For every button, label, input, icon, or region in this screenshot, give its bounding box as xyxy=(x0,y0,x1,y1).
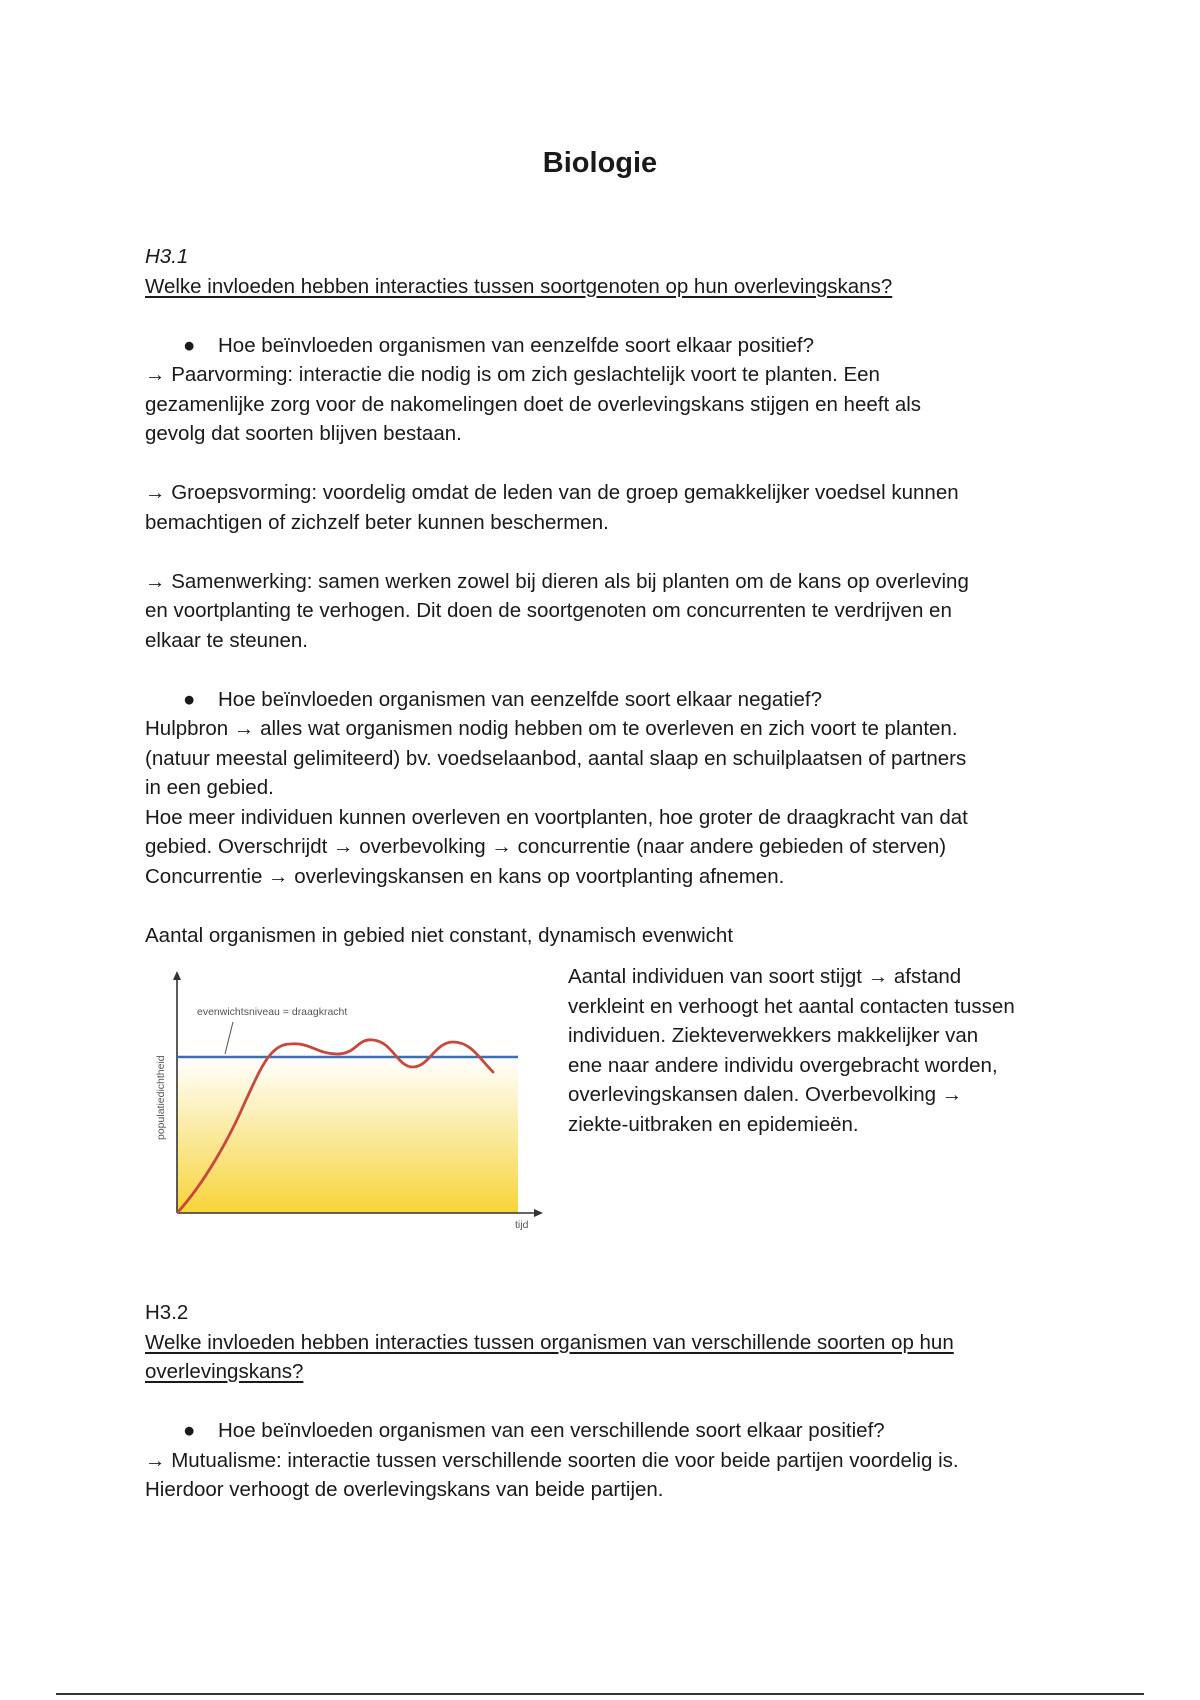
section-question: overlevingskans? xyxy=(145,1360,304,1383)
paragraph-line: en voortplanting te verhogen. Dit doen de soortgenoten om concurrenten te verdrijven en xyxy=(145,599,952,622)
paragraph-line: ziekte-uitbraken en epidemieën. xyxy=(568,1112,859,1136)
figure-row xyxy=(145,962,1065,1242)
paragraph-line: ene naar andere individu overgebracht worden, xyxy=(568,1053,998,1077)
bullet-dot-icon: ● xyxy=(183,687,196,711)
bullet-text: Hoe beïnvloeden organismen van eenzelfde soort elkaar negatief? xyxy=(218,687,823,711)
y-axis-arrow-icon xyxy=(173,971,181,980)
paragraph-line: (natuur meestal gelimiteerd) bv. voedselaanbod, aantal slaap en schuilplaatsen of partners xyxy=(145,746,967,770)
bullet-dot-icon: ● xyxy=(183,1419,196,1442)
bullet-text: Hoe beïnvloeden organismen van eenzelfde soort elkaar positief? xyxy=(218,333,815,357)
population-graph xyxy=(145,962,563,1242)
paragraph-line: Aantal organismen in gebied niet constant, dynamisch evenwicht xyxy=(145,923,734,947)
section-question: Welke invloeden hebben interacties tussen soortgenoten op hun overlevingskans? xyxy=(145,274,893,298)
paragraph-line: Hoe meer individuen kunnen overleven en voortplanten, hoe groter de draagkracht van dat xyxy=(145,805,968,829)
annotation-pointer xyxy=(225,1022,233,1054)
bullet-item xyxy=(145,331,1065,361)
bullet-item xyxy=(145,685,1065,715)
x-axis-arrow-icon xyxy=(534,1209,543,1217)
paragraph-line: → Groepsvorming: voordelig omdat de leden van de groep gemakkelijker voedsel kunnen xyxy=(145,481,959,504)
bullet-item xyxy=(145,1416,1065,1446)
document-body xyxy=(145,242,1065,1505)
section-question: Welke invloeden hebben interacties tussen organismen van verschillende soorten op hun xyxy=(145,1330,954,1354)
page-title: Biologie xyxy=(542,147,658,179)
y-axis-label: populatiedichtheid xyxy=(155,1055,167,1140)
section-code: H3.1 xyxy=(145,245,189,268)
paragraph-line: in een gebied. xyxy=(145,776,274,799)
population-graph-svg xyxy=(145,962,563,1242)
paragraph-line: bemachtigen of zichzelf beter kunnen beschermen. xyxy=(145,510,609,534)
section-code: H3.2 xyxy=(145,1301,189,1324)
paragraph-line: → Samenwerking: samen werken zowel bij dieren als bij planten om de kans op overleving xyxy=(145,569,969,593)
annotation-label: evenwichtsniveau = draagkracht xyxy=(197,1006,348,1018)
x-axis-label: tijd xyxy=(515,1219,529,1231)
paragraph-line: Concurrentie → overlevingskansen en kans op voortplanting afnemen. xyxy=(145,864,785,888)
paragraph-line: Hulpbron → alles wat organismen nodig hebben om te overleven en zich voort te planten. xyxy=(145,717,958,740)
paragraph-line: gevolg dat soorten blijven bestaan. xyxy=(145,422,462,445)
bullet-text: Hoe beïnvloeden organismen van een verschillende soort elkaar positief? xyxy=(218,1419,885,1442)
paragraph-line: gezamenlijke zorg voor de nakomelingen doet de overlevingskans stijgen en heeft als xyxy=(145,392,922,416)
paragraph-line: overlevingskansen dalen. Overbevolking → xyxy=(568,1083,963,1106)
paragraph-line: Hierdoor verhoogt de overlevingskans van beide partijen. xyxy=(145,1478,664,1501)
paragraph-line: → Mutualisme: interactie tussen verschillende soorten die voor beide partijen voordelig is. xyxy=(145,1448,959,1472)
paragraph-line: Aantal individuen van soort stijgt → afstand xyxy=(568,965,962,988)
paragraph-line: verkleint en verhoogt het aantal contacten tussen xyxy=(568,994,1015,1018)
bullet-dot-icon: ● xyxy=(183,333,196,357)
footer-divider xyxy=(56,1693,1144,1695)
paragraph-line: individuen. Ziekteverwekkers makkelijker van xyxy=(568,1024,979,1047)
paragraph-line: gebied. Overschrijdt → overbevolking → concurrentie (naar andere gebieden of sterven) xyxy=(145,835,947,858)
paragraph-line: → Paarvorming: interactie die nodig is om zich geslachtelijk voort te planten. Een xyxy=(145,363,880,386)
paragraph-line: elkaar te steunen. xyxy=(145,628,308,652)
figure-side-text xyxy=(568,962,1058,1242)
